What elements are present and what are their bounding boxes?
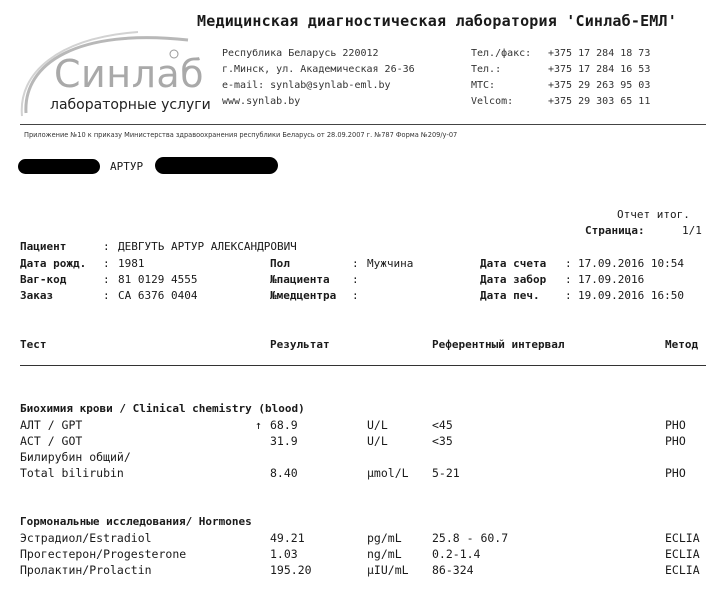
- section-title: Биохимия крови / Clinical chemistry (blood): [20, 402, 305, 415]
- test-unit: pg/mL: [367, 531, 402, 545]
- recipient-name: АРТУР: [110, 160, 144, 173]
- col-header-result: Результат: [270, 338, 330, 351]
- page-label: Страница:: [585, 224, 645, 237]
- redaction-block: [155, 157, 278, 174]
- header-divider: [20, 124, 706, 125]
- colon: :: [352, 257, 359, 270]
- logo-tagline: лабораторные услуги: [50, 97, 211, 113]
- test-result: 68.9: [270, 418, 298, 432]
- col-header-ref: Референтный интервал: [432, 338, 565, 351]
- test-method: PHO: [665, 466, 686, 480]
- sample-date-label: Дата забор: [480, 273, 547, 286]
- patient-label: Пациент: [20, 240, 67, 253]
- section-title: Гормональные исследования/ Hormones: [20, 515, 252, 528]
- test-method: ECLIA: [665, 563, 700, 577]
- order-note: Приложение №10 к приказу Министерства здравоохранения республики Беларусь от 28.09.2007 г. №787 Форма №209/у-07: [24, 131, 458, 139]
- test-unit: µmol/L: [367, 466, 409, 480]
- test-ref: <45: [432, 418, 453, 432]
- test-name: Билирубин общий/: [20, 450, 131, 464]
- phone-value-3: +375 29 263 95 03: [548, 80, 651, 91]
- print-date-value: 19.09.2016 16:50: [578, 289, 684, 302]
- website-line: www.synlab.by: [222, 96, 301, 107]
- colon: :: [352, 289, 359, 302]
- patient-name: ДЕВГУТЬ АРТУР АЛЕКСАНДРОВИЧ: [118, 240, 297, 253]
- test-method: ECLIA: [665, 531, 700, 545]
- phone-value-2: +375 17 284 16 53: [548, 64, 651, 75]
- test-ref: 0.2-1.4: [432, 547, 481, 561]
- lab-title: Медицинская диагностическая лаборатория 'Синлаб-ЕМЛ': [197, 12, 677, 30]
- table-header-divider: [20, 365, 706, 366]
- test-unit: µIU/mL: [367, 563, 409, 577]
- test-result: 1.03: [270, 547, 298, 561]
- barcode-value: 81 0129 4555: [118, 273, 198, 286]
- sex-label: Пол: [270, 257, 290, 270]
- test-name: Прогестерон/Progesterone: [20, 547, 187, 561]
- test-ref: 86-324: [432, 563, 474, 577]
- high-flag-icon: ↑: [255, 418, 262, 432]
- dob-value: 1981: [118, 257, 145, 270]
- email-line: e-mail: synlab@synlab-eml.by: [222, 80, 391, 91]
- test-method: ECLIA: [665, 547, 700, 561]
- sample-date-value: 17.09.2016: [578, 273, 645, 286]
- order-value: СА 6376 0404: [118, 289, 198, 302]
- test-result: 195.20: [270, 563, 312, 577]
- phone-label-3: МТС:: [471, 80, 496, 91]
- test-name: Пролактин/Prolactin: [20, 563, 152, 577]
- print-date-label: Дата печ.: [480, 289, 540, 302]
- test-name: АСТ / GOT: [20, 434, 83, 448]
- colon: :: [352, 273, 359, 286]
- test-method: PHO: [665, 418, 686, 432]
- dob-label: Дата рожд.: [20, 257, 87, 270]
- medcenter-no-label: №медцентра: [270, 289, 337, 302]
- colon: :: [565, 289, 572, 302]
- colon: :: [565, 273, 572, 286]
- test-result: 8.40: [270, 466, 298, 480]
- test-name: АЛТ / GPT: [20, 418, 83, 432]
- colon: :: [565, 257, 572, 270]
- test-ref: 25.8 - 60.7: [432, 531, 509, 545]
- col-header-method: Метод: [665, 338, 699, 351]
- invoice-date-label: Дата счета: [480, 257, 547, 270]
- colon: :: [103, 257, 110, 270]
- test-result: 31.9: [270, 434, 298, 448]
- invoice-date-value: 17.09.2016 10:54: [578, 257, 684, 270]
- redaction-block: [18, 159, 100, 174]
- phone-label-4: Velcom:: [471, 96, 514, 107]
- phone-value-1: +375 17 284 18 73: [548, 48, 651, 59]
- col-header-test: Тест: [20, 338, 47, 351]
- test-name: Эстрадиол/Estradiol: [20, 531, 152, 545]
- colon: :: [103, 273, 110, 286]
- page-number: 1/1: [682, 224, 702, 237]
- address-line-1: Республика Беларусь 220012: [222, 48, 379, 59]
- patient-no-label: №пациента: [270, 273, 330, 286]
- order-label: Заказ: [20, 289, 54, 302]
- logo-text: Синлаб: [54, 52, 205, 96]
- address-line-2: г.Минск, ул. Академическая 26-36: [222, 64, 415, 75]
- report-type: Отчет итог.: [617, 208, 690, 221]
- barcode-label: Ваг-код: [20, 273, 67, 286]
- colon: :: [103, 289, 110, 302]
- test-ref: <35: [432, 434, 453, 448]
- test-result: 49.21: [270, 531, 305, 545]
- test-unit: U/L: [367, 434, 388, 448]
- test-unit: ng/mL: [367, 547, 402, 561]
- phone-label-2: Тел.:: [471, 64, 502, 75]
- sex-value: Мужчина: [367, 257, 414, 270]
- phone-value-4: +375 29 303 65 11: [548, 96, 651, 107]
- test-unit: U/L: [367, 418, 388, 432]
- test-method: PHO: [665, 434, 686, 448]
- test-ref: 5-21: [432, 466, 460, 480]
- phone-label-1: Тел./факс:: [471, 48, 532, 59]
- test-name: Total bilirubin: [20, 466, 124, 480]
- colon: :: [103, 240, 110, 253]
